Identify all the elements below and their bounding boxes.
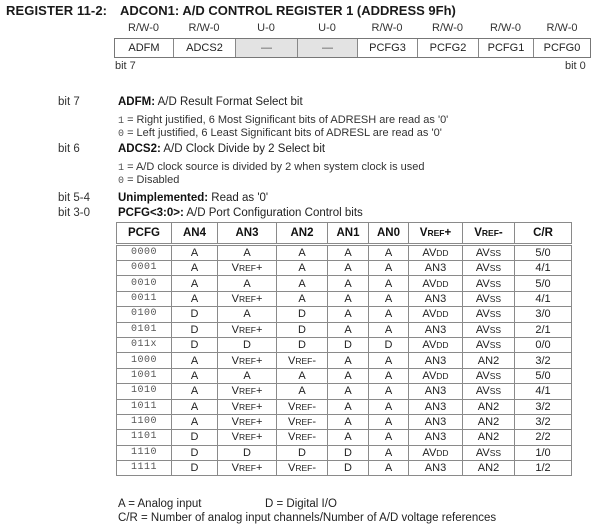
- table-cell: AN3: [409, 399, 463, 414]
- table-cell: A: [369, 461, 409, 476]
- table-cell: VREF+: [218, 322, 277, 337]
- subscript-text: REF: [238, 417, 256, 428]
- column-header-pcfg: PCFG: [117, 223, 172, 245]
- register-bitfield: [114, 38, 591, 58]
- table-cell: A: [369, 261, 409, 276]
- table-cell: A: [277, 291, 328, 306]
- pcfg-code-cell: 1011: [117, 399, 172, 414]
- table-row: [117, 399, 572, 414]
- table-cell: A: [369, 445, 409, 460]
- pcfg-code-cell: 1000: [117, 353, 172, 368]
- table-cell: D: [172, 307, 218, 322]
- column-header-an3: AN3: [218, 223, 277, 245]
- table-row: [117, 291, 572, 306]
- table-cell: 3/2: [515, 414, 572, 429]
- table-cell: AVDD: [409, 307, 463, 322]
- table-cell: VREF+: [218, 291, 277, 306]
- pcfg-code-cell: 0010: [117, 276, 172, 291]
- option-value: 1: [118, 116, 125, 127]
- subscript-text: DD: [436, 370, 449, 381]
- desc-bit6-text: A/D Clock Divide by 2 Select bit: [160, 143, 326, 155]
- column-header-an2: AN2: [277, 223, 328, 245]
- table-cell: A: [172, 353, 218, 368]
- table-cell: AVSS: [463, 322, 515, 337]
- table-cell: 4/1: [515, 384, 572, 399]
- table-cell: AN3: [409, 291, 463, 306]
- table-cell: A: [369, 353, 409, 368]
- table-cell: 4/1: [515, 261, 572, 276]
- table-row: [117, 322, 572, 337]
- table-cell: AN2: [463, 430, 515, 445]
- table-cell: A: [218, 276, 277, 291]
- option-value: 0: [118, 176, 125, 187]
- table-cell: AVSS: [463, 307, 515, 322]
- table-cell: AN3: [409, 384, 463, 399]
- column-header-an0: AN0: [369, 223, 409, 245]
- subscript-text: SS: [489, 386, 502, 397]
- table-row: [117, 307, 572, 322]
- subscript-text: REF: [238, 386, 256, 397]
- table-row: [117, 276, 572, 291]
- column-header-c-r: C/R: [515, 223, 572, 245]
- table-row: [117, 384, 572, 399]
- table-cell: 1/2: [515, 461, 572, 476]
- access-bit4: U-0: [318, 22, 336, 34]
- pcfg-code-cell: 011x: [117, 337, 172, 352]
- table-cell: AVSS: [463, 384, 515, 399]
- table-row: [117, 414, 572, 429]
- table-row: [117, 461, 572, 476]
- option-value: 0: [118, 129, 125, 140]
- table-cell: A: [369, 291, 409, 306]
- subscript-text: REF: [295, 417, 313, 428]
- table-cell: 3/0: [515, 307, 572, 322]
- desc-bit5-4-name: Unimplemented:: [118, 192, 209, 204]
- table-cell: A: [369, 276, 409, 291]
- table-cell: AN3: [409, 322, 463, 337]
- table-cell: A: [172, 384, 218, 399]
- subscript-text: REF: [295, 355, 313, 366]
- table-cell: VREF+: [218, 461, 277, 476]
- register-number: REGISTER 11-2:: [6, 3, 108, 18]
- desc-bit7-option-0: [118, 127, 442, 140]
- subscript-text: SS: [489, 248, 502, 258]
- desc-bit3-0-label: bit 3-0: [58, 207, 90, 219]
- desc-bit5-4-label: bit 5-4: [58, 192, 90, 204]
- table-row: [117, 368, 572, 383]
- pcfg-code-cell: 1111: [117, 461, 172, 476]
- table-body: [117, 245, 572, 476]
- table-cell: A: [369, 414, 409, 429]
- table-cell: D: [172, 322, 218, 337]
- table-cell: VREF-: [277, 461, 328, 476]
- table-cell: A: [369, 322, 409, 337]
- table-cell: A: [328, 384, 369, 399]
- table-cell: 1/0: [515, 445, 572, 460]
- subscript-text: SS: [489, 278, 502, 289]
- table-cell: VREF-: [277, 353, 328, 368]
- table-cell: AVDD: [409, 337, 463, 352]
- table-cell: 5/0: [515, 245, 572, 261]
- table-cell: A: [328, 245, 369, 261]
- access-bit1: R/W-0: [490, 22, 521, 34]
- table-cell: A: [328, 322, 369, 337]
- access-bit3: R/W-0: [371, 22, 403, 34]
- bit-unimplemented-4: —: [298, 39, 358, 57]
- subscript-text: REF: [238, 432, 256, 443]
- desc-bit5-4-text: Read as '0': [208, 192, 269, 204]
- table-cell: AN2: [463, 461, 515, 476]
- table-cell: A: [277, 276, 328, 291]
- table-cell: 4/1: [515, 291, 572, 306]
- table-cell: D: [328, 445, 369, 460]
- column-header-vrefminus: VREF-: [463, 223, 515, 245]
- table-cell: A: [218, 368, 277, 383]
- subscript-text: REF: [238, 463, 256, 474]
- table-row: [117, 245, 572, 261]
- table-cell: A: [328, 430, 369, 445]
- pcfg-code-cell: 0101: [117, 322, 172, 337]
- table-cell: A: [172, 414, 218, 429]
- bit-adfm: ADFM: [115, 39, 174, 57]
- desc-bit6-option-1: [118, 161, 425, 174]
- table-cell: AVSS: [463, 445, 515, 460]
- register-title: ADCON1: A/D CONTROL REGISTER 1 (ADDRESS 9Fh): [120, 3, 456, 18]
- table-cell: 3/2: [515, 399, 572, 414]
- desc-bit6-name: ADCS2:: [118, 143, 161, 155]
- table-cell: 5/0: [515, 368, 572, 383]
- msb-label: bit 7: [115, 60, 136, 72]
- table-cell: A: [172, 245, 218, 261]
- table-cell: VREF+: [218, 384, 277, 399]
- table-cell: A: [172, 368, 218, 383]
- table-cell: AN3: [409, 461, 463, 476]
- table-row: [117, 430, 572, 445]
- subscript-text: REF: [295, 432, 313, 443]
- bit-pcfg3: PCFG3: [358, 39, 418, 57]
- access-bit2: R/W-0: [432, 22, 463, 34]
- table-cell: AN3: [409, 414, 463, 429]
- table-cell: A: [172, 276, 218, 291]
- table-cell: AN2: [463, 414, 515, 429]
- table-cell: A: [277, 368, 328, 383]
- subscript-text: REF: [238, 401, 256, 412]
- pcfg-code-cell: 1010: [117, 384, 172, 399]
- table-row: [117, 445, 572, 460]
- table-cell: A: [328, 368, 369, 383]
- subscript-text: SS: [489, 309, 502, 320]
- table-cell: A: [277, 245, 328, 261]
- table-cell: D: [172, 461, 218, 476]
- table-cell: VREF+: [218, 399, 277, 414]
- table-cell: A: [328, 276, 369, 291]
- subscript-text: REF: [427, 228, 445, 238]
- table-row: [117, 261, 572, 276]
- table-cell: VREF+: [218, 430, 277, 445]
- table-cell: VREF+: [218, 414, 277, 429]
- bit-adcs2: ADCS2: [174, 39, 236, 57]
- pcfg-code-cell: 1101: [117, 430, 172, 445]
- table-cell: 2/2: [515, 430, 572, 445]
- table-cell: D: [328, 337, 369, 352]
- table-cell: AVSS: [463, 337, 515, 352]
- access-bit7: R/W-0: [128, 22, 159, 34]
- column-header-an1: AN1: [328, 223, 369, 245]
- table-cell: A: [277, 384, 328, 399]
- subscript-text: REF: [238, 263, 256, 274]
- subscript-text: REF: [238, 324, 256, 335]
- table-cell: A: [369, 307, 409, 322]
- access-bit5: U-0: [257, 22, 275, 34]
- option-text: = Right justified, 6 Most Significant bits of ADRESH are read as '0': [124, 114, 449, 126]
- table-cell: 0/0: [515, 337, 572, 352]
- table-cell: A: [218, 245, 277, 261]
- table-cell: A: [172, 261, 218, 276]
- table-cell: AVSS: [463, 276, 515, 291]
- table-cell: D: [277, 445, 328, 460]
- table-cell: 5/0: [515, 276, 572, 291]
- desc-bit3-0-heading: [118, 207, 363, 219]
- desc-bit5-4-heading: [118, 192, 268, 204]
- table-cell: 2/1: [515, 322, 572, 337]
- desc-bit7-text: A/D Result Format Select bit: [155, 96, 303, 108]
- desc-bit7-heading: [118, 96, 303, 108]
- table-cell: VREF-: [277, 414, 328, 429]
- desc-bit7-name: ADFM:: [118, 96, 156, 108]
- table-cell: A: [328, 291, 369, 306]
- pcfg-code-cell: 1110: [117, 445, 172, 460]
- table-cell: A: [218, 307, 277, 322]
- table-cell: D: [277, 322, 328, 337]
- access-bit0: R/W-0: [546, 22, 578, 34]
- desc-bit6-option-0: [118, 174, 179, 187]
- table-cell: AVSS: [463, 291, 515, 306]
- option-value: 1: [118, 163, 125, 174]
- table-header-row: [117, 223, 572, 245]
- table-cell: AN2: [463, 353, 515, 368]
- desc-bit7-option-1: [118, 114, 448, 127]
- desc-bit3-0-name: PCFG<3:0>:: [118, 207, 184, 219]
- table-row: [117, 353, 572, 368]
- table-cell: A: [369, 384, 409, 399]
- table-cell: 3/2: [515, 353, 572, 368]
- legend-analog: A = Analog input: [118, 498, 202, 510]
- table-cell: A: [328, 261, 369, 276]
- table-cell: D: [218, 445, 277, 460]
- option-text: = Disabled: [124, 174, 180, 186]
- subscript-text: SS: [489, 447, 502, 458]
- pcfg-code-cell: 0100: [117, 307, 172, 322]
- option-text: = A/D clock source is divided by 2 when system clock is used: [124, 161, 425, 173]
- table-cell: VREF+: [218, 261, 277, 276]
- table-cell: A: [328, 399, 369, 414]
- table-cell: AN3: [409, 353, 463, 368]
- table-cell: AN3: [409, 430, 463, 445]
- desc-bit6-label: bit 6: [58, 143, 80, 155]
- column-header-an4: AN4: [172, 223, 218, 245]
- table-cell: AVSS: [463, 245, 515, 261]
- table-cell: AVSS: [463, 368, 515, 383]
- subscript-text: SS: [489, 263, 502, 274]
- bit-unimplemented-5: —: [236, 39, 298, 57]
- desc-bit3-0-text: A/D Port Configuration Control bits: [183, 207, 363, 219]
- table-cell: VREF+: [218, 353, 277, 368]
- table-cell: D: [277, 307, 328, 322]
- table-cell: A: [328, 307, 369, 322]
- table-cell: A: [328, 414, 369, 429]
- table-cell: VREF-: [277, 399, 328, 414]
- table-cell: AVDD: [409, 245, 463, 261]
- table-cell: A: [369, 430, 409, 445]
- table-cell: A: [369, 368, 409, 383]
- pcfg-config-table: [116, 222, 572, 476]
- pcfg-code-cell: 1100: [117, 414, 172, 429]
- pcfg-code-cell: 0000: [117, 245, 172, 261]
- bit-pcfg0: PCFG0: [543, 42, 581, 54]
- subscript-text: SS: [489, 370, 502, 381]
- column-header-vrefplus: VREF+: [409, 223, 463, 245]
- access-bit6: R/W-0: [188, 22, 220, 34]
- subscript-text: REF: [238, 293, 256, 304]
- table-cell: D: [218, 337, 277, 352]
- table-cell: AVSS: [463, 261, 515, 276]
- table-cell: A: [172, 291, 218, 306]
- subscript-text: DD: [436, 447, 449, 458]
- pcfg-code-cell: 0001: [117, 261, 172, 276]
- bit-pcfg2: PCFG2: [418, 39, 479, 57]
- legend-cr: C/R = Number of analog input channels/Number of A/D voltage references: [118, 512, 497, 524]
- subscript-text: DD: [436, 248, 449, 258]
- table-cell: D: [328, 461, 369, 476]
- pcfg-code-cell: 1001: [117, 368, 172, 383]
- desc-bit7-label: bit 7: [58, 96, 80, 108]
- desc-bit6-heading: [118, 143, 325, 155]
- table-cell: A: [328, 353, 369, 368]
- subscript-text: REF: [238, 355, 256, 366]
- table-cell: AVDD: [409, 368, 463, 383]
- lsb-label: bit 0: [565, 60, 586, 72]
- subscript-text: SS: [489, 324, 502, 335]
- table-cell: AVDD: [409, 276, 463, 291]
- table-cell: A: [172, 399, 218, 414]
- table-cell: A: [369, 399, 409, 414]
- table-cell: D: [172, 430, 218, 445]
- table-cell: D: [369, 337, 409, 352]
- subscript-text: DD: [436, 278, 449, 289]
- subscript-text: SS: [489, 293, 502, 304]
- table-row: [117, 337, 572, 352]
- table-cell: D: [172, 337, 218, 352]
- table-cell: AVDD: [409, 445, 463, 460]
- table-cell: D: [277, 337, 328, 352]
- subscript-text: DD: [436, 309, 449, 320]
- subscript-text: REF: [295, 401, 313, 412]
- table-cell: A: [369, 245, 409, 261]
- subscript-text: DD: [436, 340, 449, 351]
- subscript-text: SS: [489, 340, 502, 351]
- bit-pcfg1: PCFG1: [479, 39, 534, 57]
- table-cell: A: [277, 261, 328, 276]
- table-cell: AN2: [463, 399, 515, 414]
- pcfg-code-cell: 0011: [117, 291, 172, 306]
- table-cell: D: [172, 445, 218, 460]
- table-cell: AN3: [409, 261, 463, 276]
- legend-digital: D = Digital I/O: [265, 498, 337, 510]
- table-cell: VREF-: [277, 430, 328, 445]
- subscript-text: REF: [295, 463, 313, 474]
- subscript-text: REF: [481, 228, 499, 238]
- option-text: = Left justified, 6 Least Significant bits of ADRESL are read as '0': [124, 127, 442, 139]
